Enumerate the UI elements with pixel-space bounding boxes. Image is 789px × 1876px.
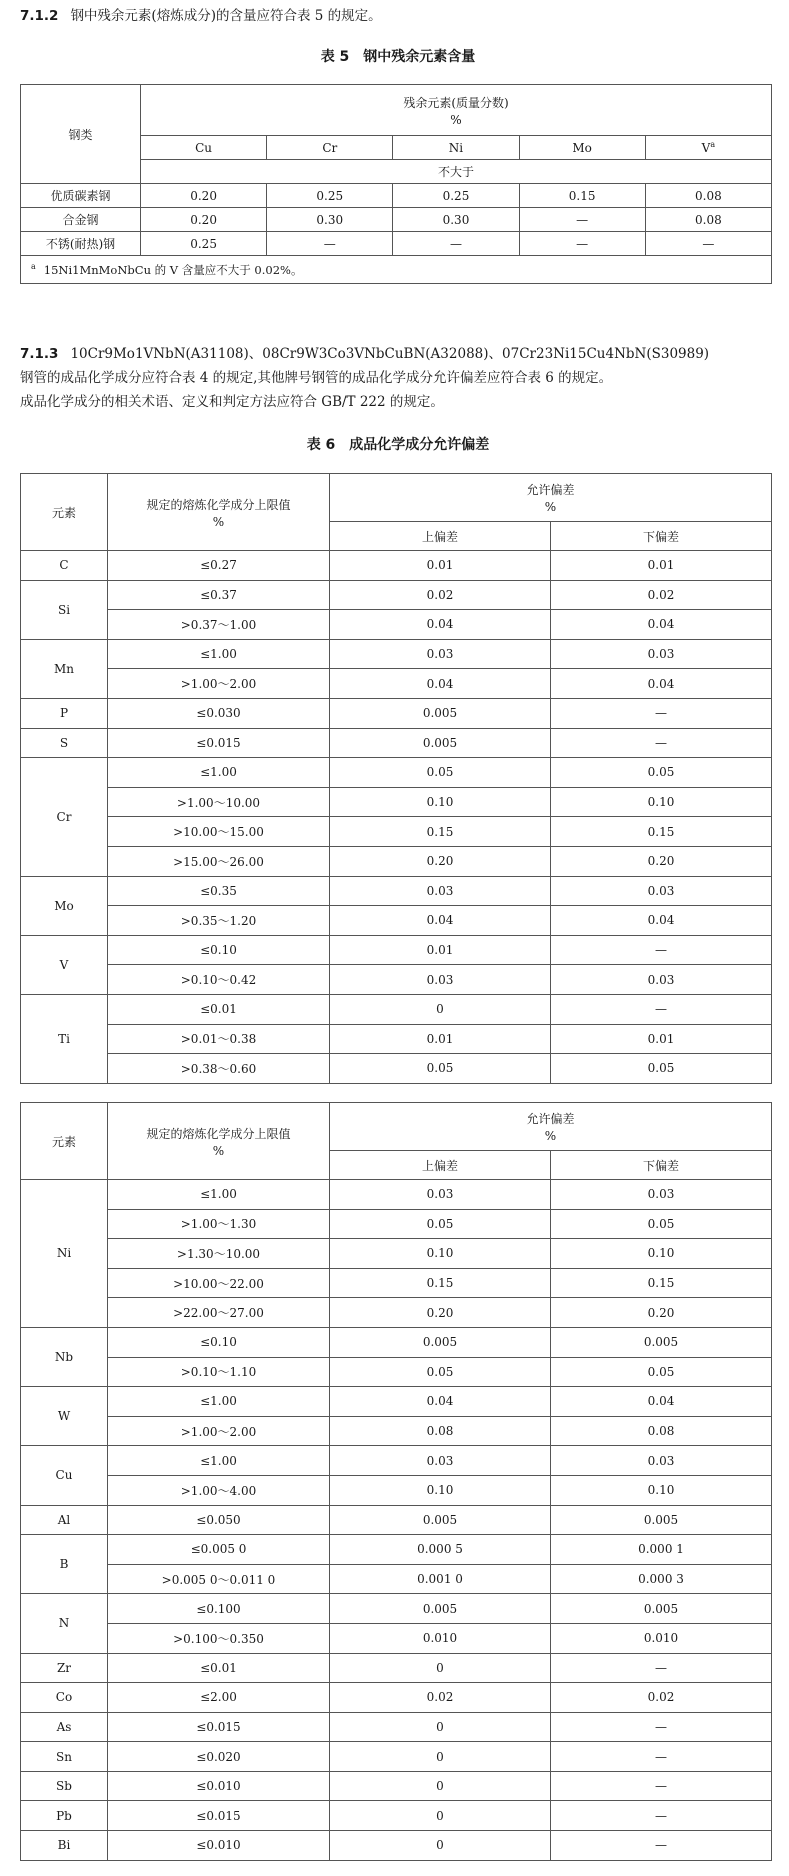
element-cell: Mo xyxy=(21,876,108,935)
table-row xyxy=(21,184,772,208)
upper-dev-cell: 0.10 xyxy=(330,787,551,817)
upper-limit-unit: % xyxy=(212,1143,225,1158)
lower-dev-cell: 0.05 xyxy=(551,1054,772,1084)
upper-dev-cell: 0.05 xyxy=(330,758,551,788)
range-cell: ≤1.00 xyxy=(108,1387,330,1417)
upper-dev-cell: 0.005 xyxy=(330,698,551,728)
table6-upper-dev-header: 上偏差 xyxy=(330,522,551,551)
table5-group-unit: % xyxy=(450,112,462,127)
table-row xyxy=(21,669,772,699)
lower-dev-cell: 0.000 1 xyxy=(551,1535,772,1565)
table6-tolerance-header xyxy=(330,1103,772,1151)
range-cell: >10.00～22.00 xyxy=(108,1268,330,1298)
range-cell: ≤0.01 xyxy=(108,1653,330,1683)
element-cell: As xyxy=(21,1712,108,1742)
upper-dev-cell: 0.05 xyxy=(330,1209,551,1239)
upper-dev-cell: 0.010 xyxy=(330,1623,551,1653)
table-row xyxy=(21,817,772,847)
upper-dev-cell: 0.000 5 xyxy=(330,1535,551,1565)
upper-dev-cell: 0.005 xyxy=(330,728,551,758)
table6-element-header: 元素 xyxy=(21,1103,108,1180)
table-cell: 0.20 xyxy=(141,184,267,208)
tolerance-title: 允许偏差 xyxy=(526,1112,575,1126)
table-row xyxy=(21,1446,772,1476)
range-cell: ≤0.015 xyxy=(108,1712,330,1742)
upper-dev-cell: 0 xyxy=(330,994,551,1024)
lower-dev-cell: — xyxy=(551,994,772,1024)
lower-dev-cell: 0.005 xyxy=(551,1594,772,1624)
range-cell: >0.100～0.350 xyxy=(108,1623,330,1653)
lower-dev-cell: 0.04 xyxy=(551,1387,772,1417)
table-row xyxy=(21,965,772,995)
range-cell: ≤2.00 xyxy=(108,1683,330,1713)
upper-dev-cell: 0.03 xyxy=(330,876,551,906)
range-cell: ≤0.10 xyxy=(108,935,330,965)
upper-limit-title: 规定的熔炼化学成分上限值 xyxy=(146,497,291,512)
table-row xyxy=(21,1505,772,1535)
lower-dev-cell: 0.04 xyxy=(551,906,772,936)
upper-dev-cell: 0.08 xyxy=(330,1416,551,1446)
element-cell: Nb xyxy=(21,1327,108,1386)
upper-limit-unit: % xyxy=(212,514,225,529)
section-number: 7.1.3 xyxy=(20,346,59,362)
table5-steel-type: 合金钢 xyxy=(21,208,141,232)
range-cell: ≤1.00 xyxy=(108,758,330,788)
element-cell: Pb xyxy=(21,1801,108,1831)
lower-dev-cell: 0.08 xyxy=(551,1416,772,1446)
table5-group-header xyxy=(141,85,772,136)
lower-dev-cell: 0.02 xyxy=(551,1683,772,1713)
range-cell: ≤0.015 xyxy=(108,1801,330,1831)
lower-dev-cell: 0.005 xyxy=(551,1505,772,1535)
section-7-1-2 xyxy=(20,4,776,28)
tolerance-unit: % xyxy=(544,1129,557,1143)
table-cell: 0.20 xyxy=(141,208,267,232)
upper-dev-cell: 0 xyxy=(330,1742,551,1772)
upper-dev-cell: 0 xyxy=(330,1653,551,1683)
paragraph-line xyxy=(20,342,776,366)
table-cell: 0.08 xyxy=(645,184,771,208)
table5-footnote-mark: a xyxy=(710,140,716,149)
upper-dev-cell: 0 xyxy=(330,1771,551,1801)
upper-dev-cell: 0.01 xyxy=(330,1024,551,1054)
table-row xyxy=(21,1209,772,1239)
paragraph-text: 10Cr9Mo1VNbN(A31108)、08Cr9W3Co3VNbCuBN(A32088)、07Cr23Ni15Cu4NbN(S30989) xyxy=(70,346,710,362)
upper-dev-cell: 0.001 0 xyxy=(330,1564,551,1594)
lower-dev-cell: 0.01 xyxy=(551,551,772,581)
lower-dev-cell: 0.010 xyxy=(551,1623,772,1653)
table5-footnote-row xyxy=(21,256,772,284)
table-row xyxy=(21,758,772,788)
range-cell: ≤0.01 xyxy=(108,994,330,1024)
table-cell: 0.08 xyxy=(645,208,771,232)
footnote-text: 15Ni1MnMoNbCu 的 V 含量应不大于 0.02%。 xyxy=(43,262,303,277)
table-cell: — xyxy=(519,232,645,256)
range-cell: ≤1.00 xyxy=(108,1180,330,1210)
table6-lower-dev-header: 下偏差 xyxy=(551,1151,772,1180)
paragraph-line: 成品化学成分的相关术语、定义和判定方法应符合 GB/T 222 的规定。 xyxy=(20,394,444,410)
range-cell: ≤0.27 xyxy=(108,551,330,581)
table-cell: — xyxy=(267,232,393,256)
lower-dev-cell: — xyxy=(551,1653,772,1683)
lower-dev-cell: — xyxy=(551,1801,772,1831)
table-row xyxy=(21,1024,772,1054)
table-row xyxy=(21,610,772,640)
range-cell: ≤0.005 0 xyxy=(108,1535,330,1565)
table-cell: 0.25 xyxy=(141,232,267,256)
table-row xyxy=(21,551,772,581)
upper-dev-cell: 0.01 xyxy=(330,935,551,965)
range-cell: >0.01～0.38 xyxy=(108,1024,330,1054)
upper-dev-cell: 0.04 xyxy=(330,610,551,640)
table5-element-header xyxy=(645,136,771,160)
table5-element-header: Mo xyxy=(519,136,645,160)
element-cell: V xyxy=(21,935,108,994)
table-row xyxy=(21,1801,772,1831)
range-cell: >0.10～0.42 xyxy=(108,965,330,995)
table5-element-v: V xyxy=(701,141,711,155)
table-cell: 0.25 xyxy=(393,184,519,208)
range-cell: >1.00～2.00 xyxy=(108,669,330,699)
table-row xyxy=(21,1623,772,1653)
lower-dev-cell: 0.03 xyxy=(551,965,772,995)
table-row xyxy=(21,1239,772,1269)
table-row xyxy=(21,1180,772,1210)
range-cell: >1.30～10.00 xyxy=(108,1239,330,1269)
upper-dev-cell: 0.005 xyxy=(330,1327,551,1357)
element-cell: Mn xyxy=(21,639,108,698)
upper-dev-cell: 0.005 xyxy=(330,1505,551,1535)
element-cell: Zr xyxy=(21,1653,108,1683)
table-cell: 0.30 xyxy=(393,208,519,232)
range-cell: ≤0.35 xyxy=(108,876,330,906)
table5-element-header: Cu xyxy=(141,136,267,160)
element-cell: Cr xyxy=(21,758,108,876)
upper-dev-cell: 0.03 xyxy=(330,965,551,995)
range-cell: ≤1.00 xyxy=(108,1446,330,1476)
element-cell: N xyxy=(21,1594,108,1653)
table6-caption: 表 6 成品化学成分允许偏差 xyxy=(306,437,490,453)
upper-dev-cell: 0.04 xyxy=(330,906,551,936)
table-row xyxy=(21,1653,772,1683)
section-number: 7.1.2 xyxy=(20,8,59,24)
table6-upper-limit-header xyxy=(108,1103,330,1180)
lower-dev-cell: 0.20 xyxy=(551,1298,772,1328)
lower-dev-cell: 0.04 xyxy=(551,669,772,699)
range-cell: >0.005 0～0.011 0 xyxy=(108,1564,330,1594)
lower-dev-cell: 0.02 xyxy=(551,580,772,610)
table5-footnote xyxy=(21,256,772,284)
table5-caption: 表 5 钢中残余元素含量 xyxy=(320,49,476,65)
lower-dev-cell: — xyxy=(551,1831,772,1861)
element-cell: Al xyxy=(21,1505,108,1535)
range-cell: >1.00～2.00 xyxy=(108,1416,330,1446)
table5-group-title: 残余元素(质量分数) xyxy=(403,95,509,110)
range-cell: ≤0.100 xyxy=(108,1594,330,1624)
lower-dev-cell: 0.01 xyxy=(551,1024,772,1054)
table-row xyxy=(21,1054,772,1084)
lower-dev-cell: 0.005 xyxy=(551,1327,772,1357)
table-row xyxy=(21,232,772,256)
table5-steel-type: 优质碳素钢 xyxy=(21,184,141,208)
upper-dev-cell: 0.10 xyxy=(330,1239,551,1269)
table-row xyxy=(21,1831,772,1861)
range-cell: >0.10～1.10 xyxy=(108,1357,330,1387)
table-row xyxy=(21,1564,772,1594)
table-row xyxy=(21,1298,772,1328)
lower-dev-cell: 0.10 xyxy=(551,1475,772,1505)
table-row xyxy=(21,1712,772,1742)
element-cell: W xyxy=(21,1387,108,1446)
table6-header-row-1 xyxy=(21,1103,772,1151)
element-cell: Sb xyxy=(21,1771,108,1801)
lower-dev-cell: 0.05 xyxy=(551,758,772,788)
lower-dev-cell: 0.10 xyxy=(551,1239,772,1269)
table-row xyxy=(21,994,772,1024)
upper-dev-cell: 0 xyxy=(330,1831,551,1861)
element-cell: B xyxy=(21,1535,108,1594)
range-cell: ≤0.050 xyxy=(108,1505,330,1535)
table-row xyxy=(21,846,772,876)
element-cell: Si xyxy=(21,580,108,639)
range-cell: ≤0.010 xyxy=(108,1831,330,1861)
table6-part1 xyxy=(20,473,772,1084)
upper-dev-cell: 0.05 xyxy=(330,1054,551,1084)
table5-residual-elements xyxy=(20,84,772,284)
table5-steel-type: 不锈(耐热)钢 xyxy=(21,232,141,256)
upper-dev-cell: 0.20 xyxy=(330,1298,551,1328)
upper-dev-cell: 0.05 xyxy=(330,1357,551,1387)
range-cell: >0.35～1.20 xyxy=(108,906,330,936)
lower-dev-cell: — xyxy=(551,698,772,728)
upper-limit-title: 规定的熔炼化学成分上限值 xyxy=(146,1126,291,1141)
table6-upper-dev-header: 上偏差 xyxy=(330,1151,551,1180)
table-cell: — xyxy=(519,208,645,232)
table-row xyxy=(21,1594,772,1624)
tolerance-unit: % xyxy=(544,500,557,514)
range-cell: >10.00～15.00 xyxy=(108,817,330,847)
section-text: 钢中残余元素(熔炼成分)的含量应符合表 5 的规定。 xyxy=(70,8,382,24)
lower-dev-cell: 0.03 xyxy=(551,639,772,669)
table6-lower-dev-header: 下偏差 xyxy=(551,522,772,551)
range-cell: >0.37～1.00 xyxy=(108,610,330,640)
table-row xyxy=(21,787,772,817)
footnote-mark: a xyxy=(31,261,36,271)
lower-dev-cell: — xyxy=(551,1771,772,1801)
upper-dev-cell: 0.005 xyxy=(330,1594,551,1624)
upper-dev-cell: 0.02 xyxy=(330,1683,551,1713)
table-row xyxy=(21,1535,772,1565)
lower-dev-cell: 0.03 xyxy=(551,876,772,906)
table-cell: 0.30 xyxy=(267,208,393,232)
table-cell: 0.25 xyxy=(267,184,393,208)
range-cell: ≤0.020 xyxy=(108,1742,330,1772)
table-row xyxy=(21,906,772,936)
table-row xyxy=(21,580,772,610)
table-row xyxy=(21,1387,772,1417)
table6-part2 xyxy=(20,1102,772,1861)
lower-dev-cell: 0.15 xyxy=(551,817,772,847)
table6-upper-limit-header xyxy=(108,474,330,551)
range-cell: >22.00～27.00 xyxy=(108,1298,330,1328)
upper-dev-cell: 0.04 xyxy=(330,1387,551,1417)
table-row xyxy=(21,1357,772,1387)
element-cell: Ni xyxy=(21,1180,108,1328)
table-row xyxy=(21,1327,772,1357)
table-cell: — xyxy=(645,232,771,256)
lower-dev-cell: — xyxy=(551,935,772,965)
upper-dev-cell: 0 xyxy=(330,1801,551,1831)
element-cell: Ti xyxy=(21,994,108,1083)
lower-dev-cell: 0.05 xyxy=(551,1209,772,1239)
range-cell: ≤0.015 xyxy=(108,728,330,758)
table5-steel-type-header: 钢类 xyxy=(21,85,141,184)
range-cell: >1.00～10.00 xyxy=(108,787,330,817)
lower-dev-cell: 0.000 3 xyxy=(551,1564,772,1594)
paragraph-line: 钢管的成品化学成分应符合表 4 的规定,其他牌号钢管的成品化学成分允许偏差应符合表 6 的规定。 xyxy=(20,370,613,386)
upper-dev-cell: 0.02 xyxy=(330,580,551,610)
upper-dev-cell: 0.20 xyxy=(330,846,551,876)
upper-dev-cell: 0.03 xyxy=(330,1446,551,1476)
range-cell: >15.00～26.00 xyxy=(108,846,330,876)
lower-dev-cell: 0.10 xyxy=(551,787,772,817)
table6-header-row-1 xyxy=(21,474,772,522)
section-7-1-3 xyxy=(20,342,776,414)
upper-dev-cell: 0 xyxy=(330,1712,551,1742)
table5-limit-note: 不大于 xyxy=(141,160,772,184)
table6-tolerance-header xyxy=(330,474,772,522)
table-row xyxy=(21,728,772,758)
upper-dev-cell: 0.15 xyxy=(330,1268,551,1298)
table-row xyxy=(21,1742,772,1772)
lower-dev-cell: — xyxy=(551,1742,772,1772)
range-cell: ≤0.37 xyxy=(108,580,330,610)
table5-element-header: Ni xyxy=(393,136,519,160)
lower-dev-cell: 0.05 xyxy=(551,1357,772,1387)
table5-element-header: Cr xyxy=(267,136,393,160)
table-row xyxy=(21,208,772,232)
element-cell: Co xyxy=(21,1683,108,1713)
lower-dev-cell: 0.15 xyxy=(551,1268,772,1298)
table-row xyxy=(21,935,772,965)
element-cell: Bi xyxy=(21,1831,108,1861)
upper-dev-cell: 0.01 xyxy=(330,551,551,581)
table5-header-row-1 xyxy=(21,85,772,136)
range-cell: ≤1.00 xyxy=(108,639,330,669)
element-cell: Sn xyxy=(21,1742,108,1772)
upper-dev-cell: 0.03 xyxy=(330,1180,551,1210)
lower-dev-cell: 0.03 xyxy=(551,1180,772,1210)
lower-dev-cell: 0.03 xyxy=(551,1446,772,1476)
lower-dev-cell: — xyxy=(551,728,772,758)
element-cell: Cu xyxy=(21,1446,108,1505)
table-row xyxy=(21,1416,772,1446)
table-row xyxy=(21,876,772,906)
lower-dev-cell: 0.20 xyxy=(551,846,772,876)
table-row xyxy=(21,698,772,728)
table-row xyxy=(21,1475,772,1505)
range-cell: ≤0.10 xyxy=(108,1327,330,1357)
upper-dev-cell: 0.10 xyxy=(330,1475,551,1505)
element-cell: P xyxy=(21,698,108,728)
table-row xyxy=(21,1268,772,1298)
range-cell: >1.00～4.00 xyxy=(108,1475,330,1505)
element-cell: S xyxy=(21,728,108,758)
lower-dev-cell: — xyxy=(551,1712,772,1742)
table-cell: — xyxy=(393,232,519,256)
upper-dev-cell: 0.15 xyxy=(330,817,551,847)
lower-dev-cell: 0.04 xyxy=(551,610,772,640)
element-cell: C xyxy=(21,551,108,581)
upper-dev-cell: 0.04 xyxy=(330,669,551,699)
table-row xyxy=(21,1771,772,1801)
range-cell: >0.38～0.60 xyxy=(108,1054,330,1084)
table-row xyxy=(21,1683,772,1713)
range-cell: >1.00～1.30 xyxy=(108,1209,330,1239)
table-cell: 0.15 xyxy=(519,184,645,208)
range-cell: ≤0.030 xyxy=(108,698,330,728)
upper-dev-cell: 0.03 xyxy=(330,639,551,669)
table6-element-header: 元素 xyxy=(21,474,108,551)
table-row xyxy=(21,639,772,669)
tolerance-title: 允许偏差 xyxy=(526,483,575,497)
range-cell: ≤0.010 xyxy=(108,1771,330,1801)
